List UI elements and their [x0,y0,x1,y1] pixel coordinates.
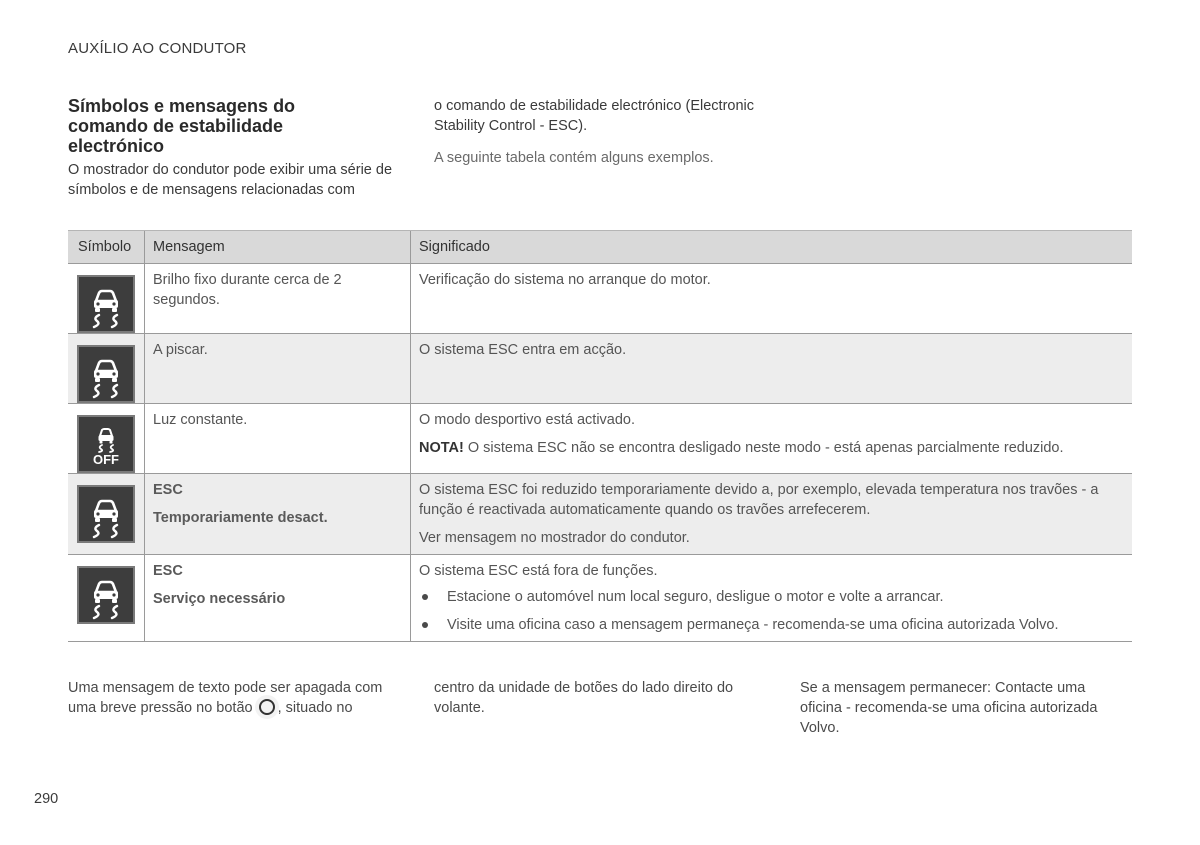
message-cell [145,474,411,555]
footer-text-part1: Uma mensagem de texto pode ser apagada com uma breve pressão no botão [68,680,383,716]
symbol-cell [68,555,145,642]
message-subtitle: Serviço necessário [153,591,286,607]
footer-text-col1 [68,678,408,718]
esc-off-icon-label: OFF [93,452,119,467]
intro-note: A seguinte tabela contém alguns exemplos. [434,150,714,166]
column-header-message: Mensagem [145,231,411,264]
esc-icon [77,566,135,624]
note-paragraph [419,438,1124,458]
intro-text: O mostrador do condutor pode exibir uma série de símbolos e de mensagens relacionadas com [68,162,393,198]
page-title: Símbolos e mensagens do comando de estabilidade electrónico [68,96,296,156]
meaning-cell [411,264,1133,334]
message-subtitle: Temporariamente desact. [153,510,328,526]
column-header-meaning: Significado [411,231,1133,264]
note-text: O sistema ESC não se encontra desligado neste modo - está apenas parcialmente reduzido. [467,440,1064,456]
message-cell [145,264,411,334]
message-title: ESC [153,482,183,498]
meaning-text: O sistema ESC foi reduzido temporariamente devido a, por exemplo, elevada temperatura nos travões - a função é reactivada automaticamente quando os travões arrefecerem. [419,482,1099,518]
bullet-list [419,587,1124,635]
ok-button-icon [259,699,275,715]
meaning-text: O sistema ESC está fora de funções. [419,563,658,579]
message-text: Brilho fixo durante cerca de 2 segundos. [153,272,342,308]
table-row [68,264,1132,334]
esc-icon [77,275,135,333]
meaning-text-secondary: Ver mensagem no mostrador do condutor. [419,530,690,546]
table-row [68,555,1132,642]
esc-off-icon [77,415,135,473]
message-title: ESC [153,563,183,579]
message-text: Luz constante. [153,412,248,428]
message-text: A piscar. [153,342,208,358]
page-number: 290 [34,791,59,807]
meaning-text: O sistema ESC entra em acção. [419,342,627,358]
table-row [68,474,1132,555]
meaning-cell [411,334,1133,404]
footer-text-col3: Se a mensagem permanecer: Contacte uma oficina - recomenda-se uma oficina autorizada Volvo. [800,680,1098,736]
table-header-row [68,231,1132,264]
footer-text-part2: , situado no [277,700,353,716]
meaning-text: O modo desportivo está activado. [419,412,636,428]
esc-icon [77,345,135,403]
meaning-cell [411,474,1133,555]
meaning-text: Verificação do sistema no arranque do motor. [419,272,711,288]
symbol-cell [68,334,145,404]
footer-text-col2: centro da unidade de botões do lado direito do volante. [434,680,734,716]
table-row [68,404,1132,474]
note-label: NOTA! [419,440,464,456]
column-header-symbol: Símbolo [68,231,145,264]
list-item: Visite uma oficina caso a mensagem permaneça - recomenda-se uma oficina autorizada Volvo. [419,615,1124,635]
esc-symbols-table [68,230,1132,642]
symbol-cell [68,474,145,555]
symbol-cell [68,264,145,334]
list-item: Estacione o automóvel num local seguro, desligue o motor e volte a arrancar. [419,587,1124,607]
section-header: AUXÍLIO AO CONDUTOR [68,40,247,57]
table-row [68,334,1132,404]
message-cell [145,404,411,474]
meaning-cell [411,555,1133,642]
esc-icon [77,485,135,543]
message-cell [145,555,411,642]
symbol-cell [68,404,145,474]
meaning-cell [411,404,1133,474]
intro-text-continued: o comando de estabilidade electrónico (Electronic Stability Control - ESC). [434,98,754,134]
message-cell [145,334,411,404]
